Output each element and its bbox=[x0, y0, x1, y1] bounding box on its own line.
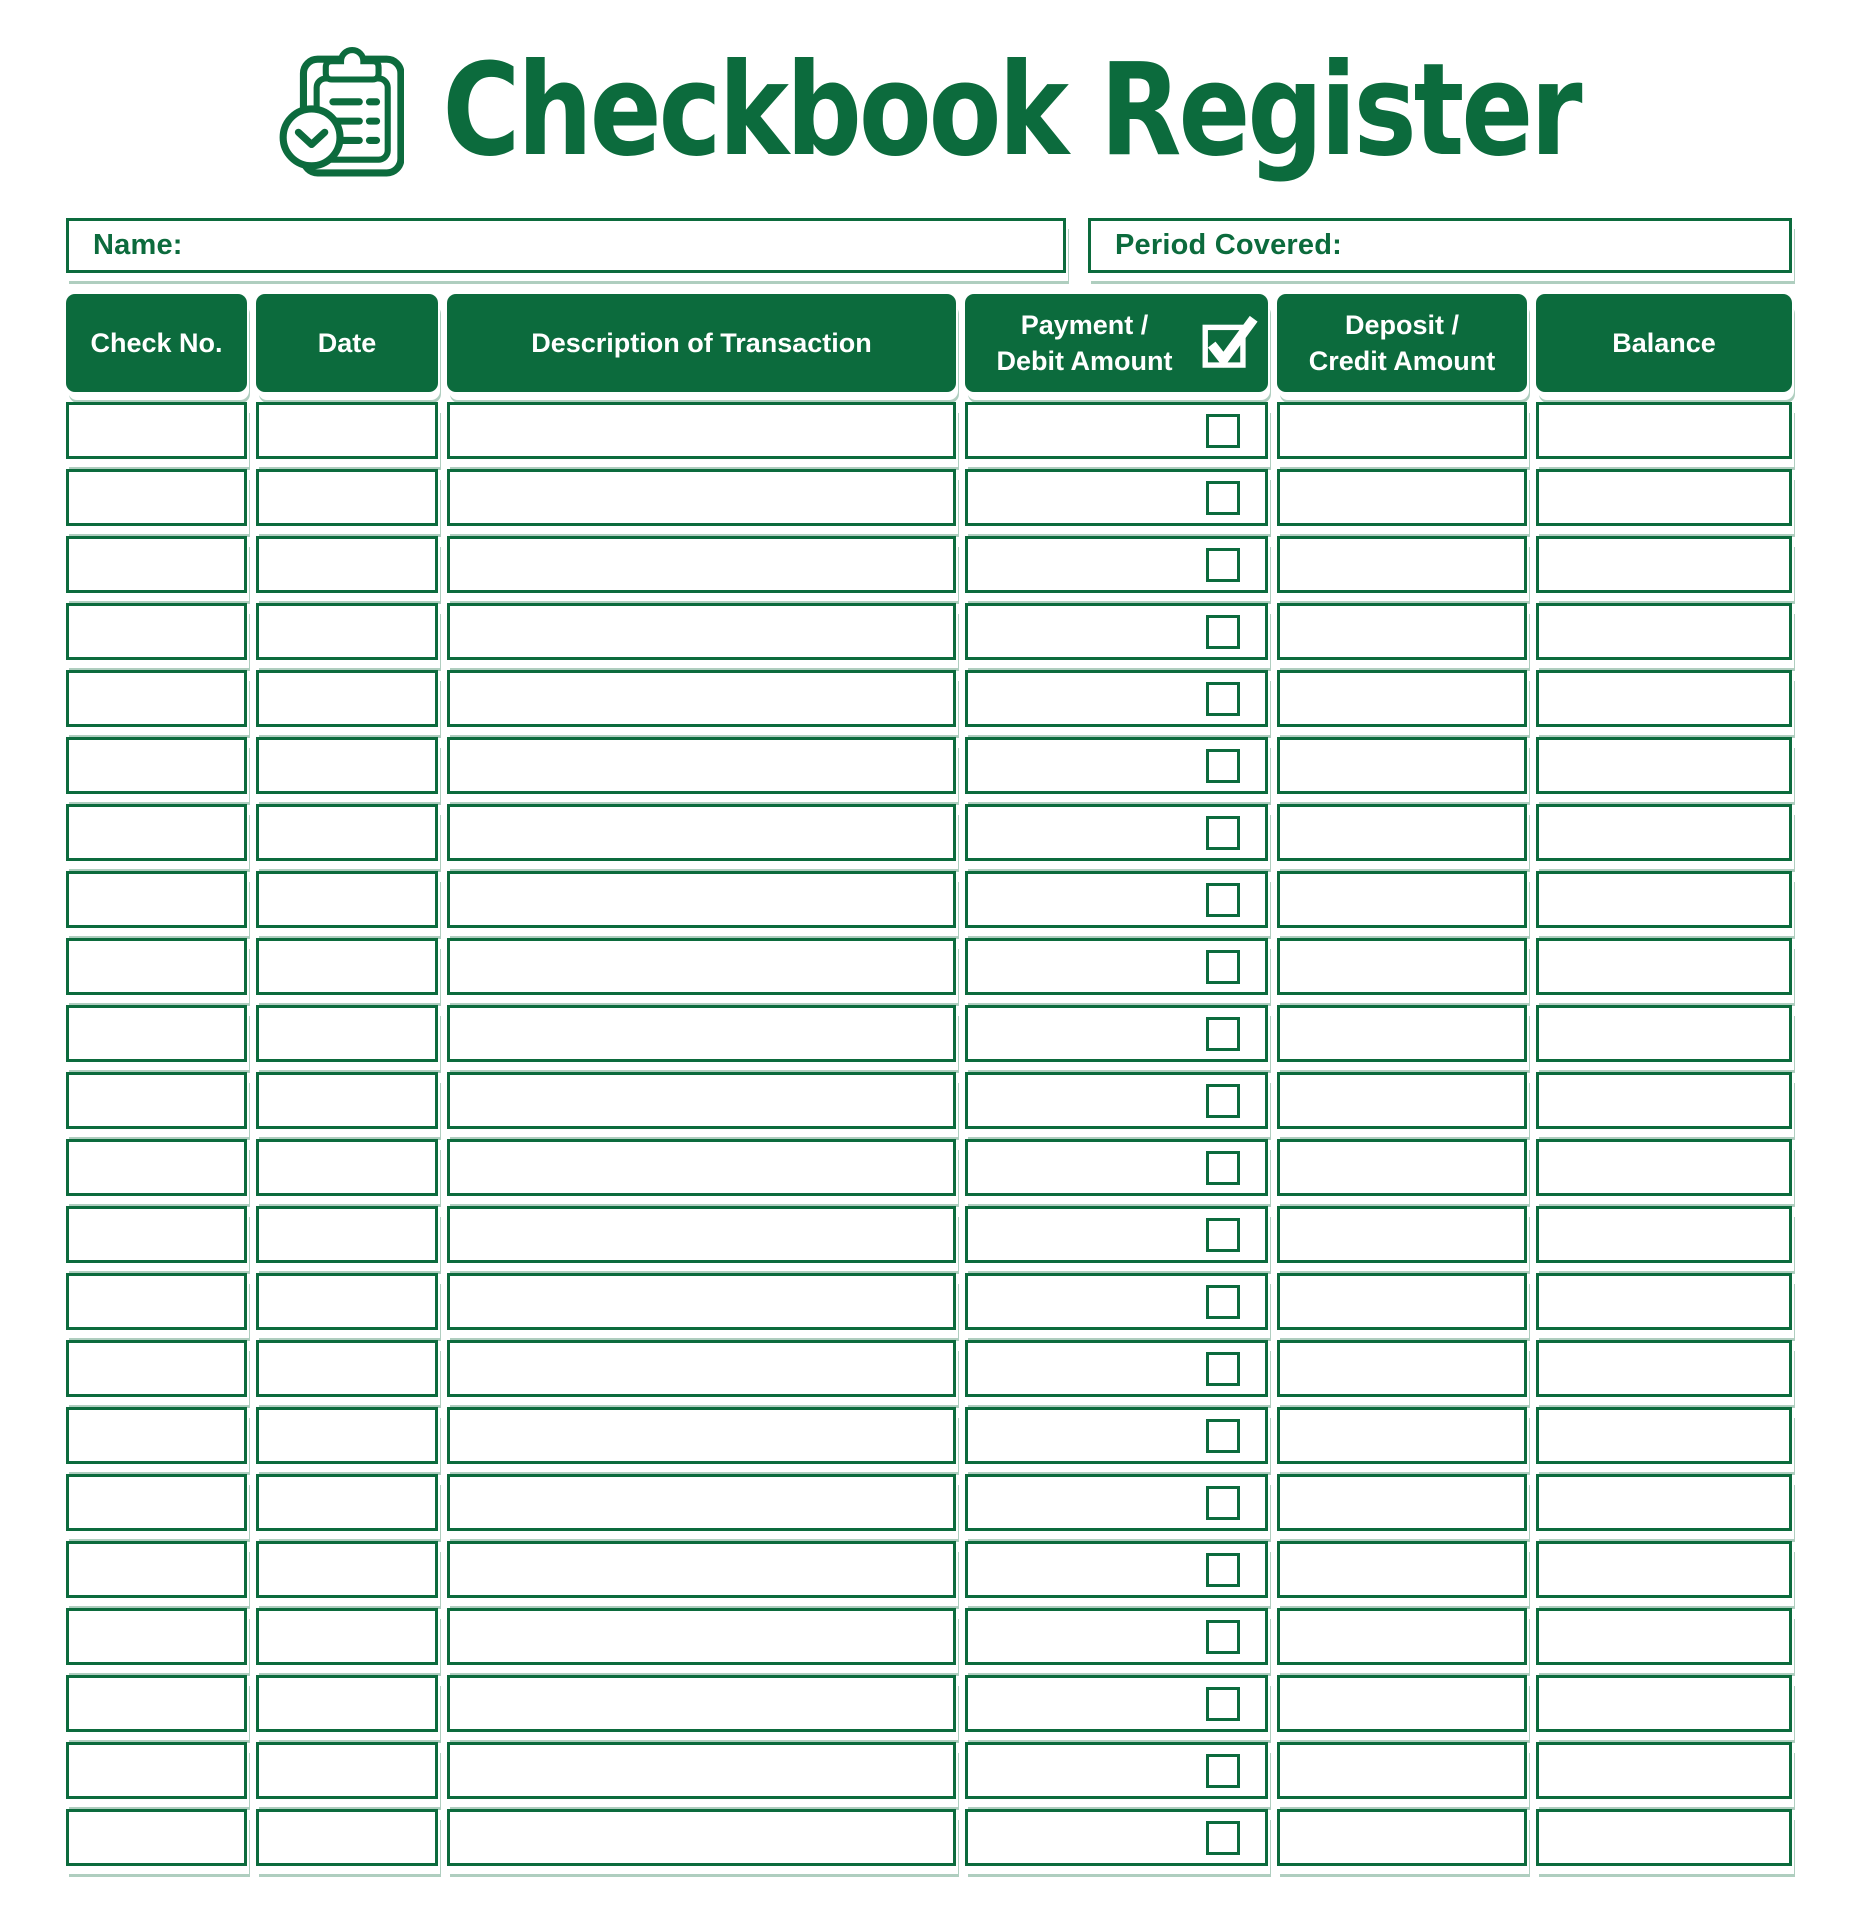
period-covered-field[interactable] bbox=[1088, 218, 1792, 273]
cell-description[interactable] bbox=[447, 603, 956, 660]
cell-check-no[interactable] bbox=[66, 1809, 247, 1866]
register-row bbox=[66, 1608, 1792, 1665]
column-header-check-no: Check No. bbox=[66, 294, 247, 392]
cell-check-no[interactable] bbox=[66, 1206, 247, 1263]
cell-payment-debit[interactable] bbox=[965, 1340, 1268, 1397]
cell-payment-debit[interactable] bbox=[965, 1407, 1268, 1464]
register-row bbox=[66, 670, 1792, 727]
cell-deposit-credit[interactable] bbox=[1277, 1608, 1527, 1665]
cell-payment-debit[interactable] bbox=[965, 1206, 1268, 1263]
cell-payment-debit[interactable] bbox=[965, 1474, 1268, 1531]
column-header-date: Date bbox=[256, 294, 438, 392]
cell-date[interactable] bbox=[256, 469, 438, 526]
cell-date[interactable] bbox=[256, 1742, 438, 1799]
register-table bbox=[66, 294, 1792, 1866]
cell-date[interactable] bbox=[256, 1474, 438, 1531]
cell-check-no[interactable] bbox=[66, 737, 247, 794]
register-row bbox=[66, 871, 1792, 928]
cell-balance[interactable] bbox=[1536, 1407, 1792, 1464]
cell-description[interactable] bbox=[447, 1474, 956, 1531]
cell-balance[interactable] bbox=[1536, 1340, 1792, 1397]
cell-payment-debit[interactable] bbox=[965, 603, 1268, 660]
cell-description[interactable] bbox=[447, 1340, 956, 1397]
title-band bbox=[0, 0, 1856, 185]
register-row bbox=[66, 1340, 1792, 1397]
cleared-checkbox[interactable] bbox=[1206, 1754, 1240, 1788]
column-header-description: Description of Transaction bbox=[447, 294, 956, 392]
cell-balance[interactable] bbox=[1536, 670, 1792, 727]
cell-check-no[interactable] bbox=[66, 871, 247, 928]
cell-check-no[interactable] bbox=[66, 1474, 247, 1531]
cell-payment-debit[interactable] bbox=[965, 1675, 1268, 1732]
cell-description[interactable] bbox=[447, 1407, 956, 1464]
cleared-checkbox[interactable] bbox=[1206, 1486, 1240, 1520]
cell-description[interactable] bbox=[447, 670, 956, 727]
cell-balance[interactable] bbox=[1536, 1541, 1792, 1598]
cleared-checkbox[interactable] bbox=[1206, 1352, 1240, 1386]
register-row bbox=[66, 1675, 1792, 1732]
cell-date[interactable] bbox=[256, 938, 438, 995]
cleared-checkbox[interactable] bbox=[1206, 1821, 1240, 1855]
cell-balance[interactable] bbox=[1536, 1742, 1792, 1799]
cell-deposit-credit[interactable] bbox=[1277, 871, 1527, 928]
cell-check-no[interactable] bbox=[66, 1541, 247, 1598]
cell-deposit-credit[interactable] bbox=[1277, 1675, 1527, 1732]
period-covered-label: Period Covered: bbox=[1115, 229, 1342, 261]
cell-description[interactable] bbox=[447, 1742, 956, 1799]
name-field[interactable] bbox=[66, 218, 1066, 273]
cleared-checkbox[interactable] bbox=[1206, 1553, 1240, 1587]
cell-check-no[interactable] bbox=[66, 603, 247, 660]
cell-payment-debit[interactable] bbox=[965, 536, 1268, 593]
cell-date[interactable] bbox=[256, 670, 438, 727]
cell-payment-debit[interactable] bbox=[965, 469, 1268, 526]
cell-check-no[interactable] bbox=[66, 469, 247, 526]
cell-check-no[interactable] bbox=[66, 1608, 247, 1665]
register-row bbox=[66, 1541, 1792, 1598]
cell-check-no[interactable] bbox=[66, 536, 247, 593]
name-label: Name: bbox=[93, 229, 183, 261]
cell-check-no[interactable] bbox=[66, 402, 247, 459]
cell-date[interactable] bbox=[256, 1407, 438, 1464]
register-row bbox=[66, 737, 1792, 794]
cell-description[interactable] bbox=[447, 536, 956, 593]
cell-description[interactable] bbox=[447, 737, 956, 794]
cell-date[interactable] bbox=[256, 1072, 438, 1129]
cell-date[interactable] bbox=[256, 1273, 438, 1330]
cell-description[interactable] bbox=[447, 1005, 956, 1062]
cell-balance[interactable] bbox=[1536, 603, 1792, 660]
cell-balance[interactable] bbox=[1536, 1273, 1792, 1330]
cleared-checkbox[interactable] bbox=[1206, 1218, 1240, 1252]
cell-balance[interactable] bbox=[1536, 402, 1792, 459]
cell-balance[interactable] bbox=[1536, 1005, 1792, 1062]
cleared-checkbox[interactable] bbox=[1206, 1620, 1240, 1654]
cell-payment-debit[interactable] bbox=[965, 1809, 1268, 1866]
cell-description[interactable] bbox=[447, 1675, 956, 1732]
register-row bbox=[66, 1139, 1792, 1196]
cleared-checkbox[interactable] bbox=[1206, 1084, 1240, 1118]
cell-deposit-credit[interactable] bbox=[1277, 1809, 1527, 1866]
cell-deposit-credit[interactable] bbox=[1277, 1139, 1527, 1196]
register-row bbox=[66, 469, 1792, 526]
cell-balance[interactable] bbox=[1536, 1608, 1792, 1665]
cell-description[interactable] bbox=[447, 469, 956, 526]
cell-deposit-credit[interactable] bbox=[1277, 1474, 1527, 1531]
cleared-checkbox[interactable] bbox=[1206, 1419, 1240, 1453]
cell-description[interactable] bbox=[447, 804, 956, 861]
cell-date[interactable] bbox=[256, 1139, 438, 1196]
cell-date[interactable] bbox=[256, 1206, 438, 1263]
cell-date[interactable] bbox=[256, 1541, 438, 1598]
cell-description[interactable] bbox=[447, 1541, 956, 1598]
register-row bbox=[66, 1474, 1792, 1531]
cleared-checkbox[interactable] bbox=[1206, 1285, 1240, 1319]
cell-check-no[interactable] bbox=[66, 1675, 247, 1732]
cell-check-no[interactable] bbox=[66, 670, 247, 727]
cleared-checkbox[interactable] bbox=[1206, 682, 1240, 716]
cleared-checkbox[interactable] bbox=[1206, 1151, 1240, 1185]
cleared-checkbox[interactable] bbox=[1206, 883, 1240, 917]
column-header-balance: Balance bbox=[1536, 294, 1792, 392]
cell-deposit-credit[interactable] bbox=[1277, 1407, 1527, 1464]
cell-deposit-credit[interactable] bbox=[1277, 670, 1527, 727]
cell-date[interactable] bbox=[256, 402, 438, 459]
cell-payment-debit[interactable] bbox=[965, 402, 1268, 459]
cleared-checkbox[interactable] bbox=[1206, 816, 1240, 850]
cell-payment-debit[interactable] bbox=[965, 938, 1268, 995]
cell-description[interactable] bbox=[447, 1072, 956, 1129]
cell-date[interactable] bbox=[256, 1340, 438, 1397]
cell-payment-debit[interactable] bbox=[965, 1273, 1268, 1330]
cleared-checkbox[interactable] bbox=[1206, 1017, 1240, 1051]
cell-deposit-credit[interactable] bbox=[1277, 804, 1527, 861]
cell-balance[interactable] bbox=[1536, 1474, 1792, 1531]
page-title: Checkbook Register bbox=[442, 36, 1580, 185]
column-header-payment-debit: Payment / Debit Amount bbox=[965, 294, 1268, 392]
cell-description[interactable] bbox=[447, 1273, 956, 1330]
cell-date[interactable] bbox=[256, 603, 438, 660]
column-header-deposit-credit: Deposit / Credit Amount bbox=[1277, 294, 1527, 392]
checked-checkbox-icon bbox=[1202, 314, 1258, 368]
cell-date[interactable] bbox=[256, 1005, 438, 1062]
cell-date[interactable] bbox=[256, 737, 438, 794]
cell-balance[interactable] bbox=[1536, 938, 1792, 995]
cell-date[interactable] bbox=[256, 1675, 438, 1732]
cell-balance[interactable] bbox=[1536, 871, 1792, 928]
register-row bbox=[66, 1206, 1792, 1263]
cell-date[interactable] bbox=[256, 804, 438, 861]
cleared-checkbox[interactable] bbox=[1206, 548, 1240, 582]
cell-payment-debit[interactable] bbox=[965, 670, 1268, 727]
cell-check-no[interactable] bbox=[66, 1072, 247, 1129]
table-body bbox=[66, 402, 1792, 1866]
cell-payment-debit[interactable] bbox=[965, 1541, 1268, 1598]
cell-description[interactable] bbox=[447, 1809, 956, 1866]
register-row bbox=[66, 1005, 1792, 1062]
cleared-checkbox[interactable] bbox=[1206, 1687, 1240, 1721]
cell-balance[interactable] bbox=[1536, 1206, 1792, 1263]
cell-deposit-credit[interactable] bbox=[1277, 737, 1527, 794]
cell-deposit-credit[interactable] bbox=[1277, 1206, 1527, 1263]
cell-check-no[interactable] bbox=[66, 1407, 247, 1464]
cleared-checkbox[interactable] bbox=[1206, 414, 1240, 448]
cell-check-no[interactable] bbox=[66, 1139, 247, 1196]
clipboard-checklist-clock-icon bbox=[276, 46, 404, 180]
cell-payment-debit[interactable] bbox=[965, 1072, 1268, 1129]
cell-date[interactable] bbox=[256, 536, 438, 593]
cell-balance[interactable] bbox=[1536, 1675, 1792, 1732]
cell-description[interactable] bbox=[447, 938, 956, 995]
cell-check-no[interactable] bbox=[66, 1742, 247, 1799]
cell-description[interactable] bbox=[447, 402, 956, 459]
cell-check-no[interactable] bbox=[66, 1005, 247, 1062]
register-row bbox=[66, 804, 1792, 861]
cell-deposit-credit[interactable] bbox=[1277, 1742, 1527, 1799]
cell-deposit-credit[interactable] bbox=[1277, 469, 1527, 526]
register-row bbox=[66, 1742, 1792, 1799]
register-row bbox=[66, 603, 1792, 660]
meta-row bbox=[66, 218, 1792, 273]
register-row bbox=[66, 536, 1792, 593]
cell-balance[interactable] bbox=[1536, 536, 1792, 593]
cell-payment-debit[interactable] bbox=[965, 1742, 1268, 1799]
cell-description[interactable] bbox=[447, 1608, 956, 1665]
register-row bbox=[66, 1407, 1792, 1464]
register-row bbox=[66, 1809, 1792, 1866]
table-header-row bbox=[66, 294, 1792, 392]
cell-deposit-credit[interactable] bbox=[1277, 603, 1527, 660]
cell-description[interactable] bbox=[447, 1139, 956, 1196]
cell-payment-debit[interactable] bbox=[965, 1608, 1268, 1665]
cell-deposit-credit[interactable] bbox=[1277, 1340, 1527, 1397]
cell-balance[interactable] bbox=[1536, 737, 1792, 794]
register-row bbox=[66, 938, 1792, 995]
cell-deposit-credit[interactable] bbox=[1277, 402, 1527, 459]
cell-deposit-credit[interactable] bbox=[1277, 938, 1527, 995]
cell-check-no[interactable] bbox=[66, 1273, 247, 1330]
cell-payment-debit[interactable] bbox=[965, 804, 1268, 861]
cell-date[interactable] bbox=[256, 1809, 438, 1866]
register-row bbox=[66, 402, 1792, 459]
cell-deposit-credit[interactable] bbox=[1277, 1541, 1527, 1598]
cell-description[interactable] bbox=[447, 871, 956, 928]
cell-payment-debit[interactable] bbox=[965, 1139, 1268, 1196]
cell-payment-debit[interactable] bbox=[965, 871, 1268, 928]
cell-balance[interactable] bbox=[1536, 804, 1792, 861]
cell-deposit-credit[interactable] bbox=[1277, 1072, 1527, 1129]
cell-balance[interactable] bbox=[1536, 1139, 1792, 1196]
register-row bbox=[66, 1072, 1792, 1129]
cell-check-no[interactable] bbox=[66, 1340, 247, 1397]
register-row bbox=[66, 1273, 1792, 1330]
cell-payment-debit[interactable] bbox=[965, 1005, 1268, 1062]
cell-deposit-credit[interactable] bbox=[1277, 1273, 1527, 1330]
cleared-checkbox[interactable] bbox=[1206, 749, 1240, 783]
cleared-checkbox[interactable] bbox=[1206, 950, 1240, 984]
cell-balance[interactable] bbox=[1536, 1072, 1792, 1129]
cell-check-no[interactable] bbox=[66, 804, 247, 861]
cleared-checkbox[interactable] bbox=[1206, 481, 1240, 515]
cell-deposit-credit[interactable] bbox=[1277, 1005, 1527, 1062]
cell-payment-debit[interactable] bbox=[965, 737, 1268, 794]
cell-balance[interactable] bbox=[1536, 469, 1792, 526]
cleared-checkbox[interactable] bbox=[1206, 615, 1240, 649]
cell-date[interactable] bbox=[256, 1608, 438, 1665]
cell-date[interactable] bbox=[256, 871, 438, 928]
cell-balance[interactable] bbox=[1536, 1809, 1792, 1866]
cell-check-no[interactable] bbox=[66, 938, 247, 995]
cell-deposit-credit[interactable] bbox=[1277, 536, 1527, 593]
cell-description[interactable] bbox=[447, 1206, 956, 1263]
